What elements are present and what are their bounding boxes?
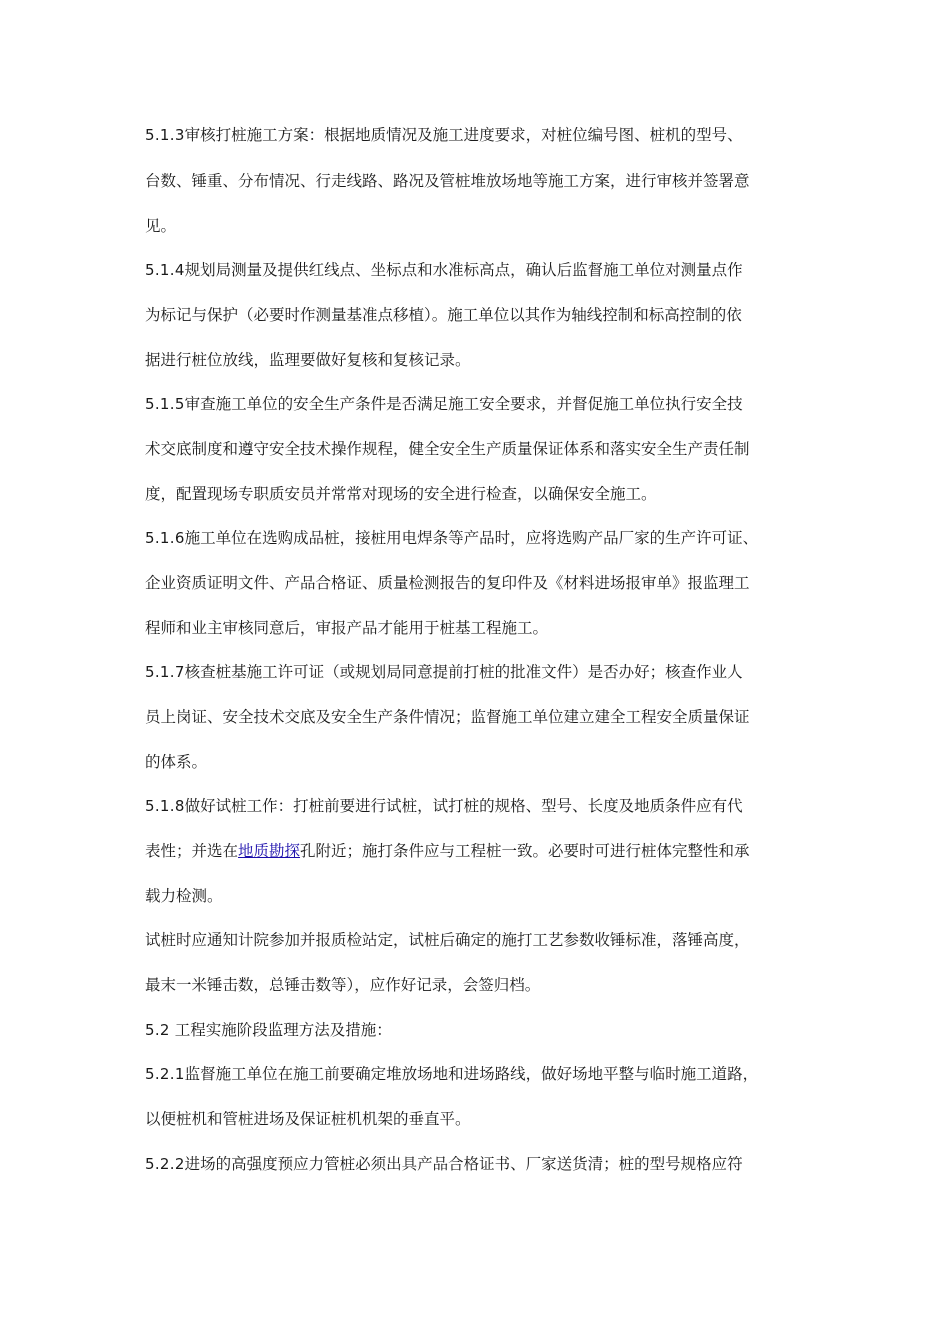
body-text: 度，配置现场专职质安员并常常对现场的安全进行检查，以确保安全施工。 bbox=[145, 485, 657, 503]
body-text: 工程实施阶段监理方法及措施： bbox=[174, 1021, 392, 1039]
body-text: 核查桩基施工许可证（或规划局同意提前打桩的批准文件）是否办好；核查作业人 bbox=[184, 663, 743, 681]
paragraph-5-1-7-line-1 bbox=[145, 662, 743, 682]
body-text: 的体系。 bbox=[145, 753, 208, 771]
body-text: 监督施工单位在施工前要确定堆放场地和进场路线，做好场地平整与临时施工道路， bbox=[184, 1065, 759, 1083]
body-text: 审查施工单位的安全生产条件是否满足施工安全要求，并督促施工单位执行安全技 bbox=[184, 395, 743, 413]
body-text: 见。 bbox=[145, 217, 177, 235]
section-5-2-heading bbox=[145, 1020, 392, 1040]
paragraph-5-1-3-line-1 bbox=[145, 125, 743, 145]
section-number: 5.2 bbox=[145, 1021, 170, 1039]
body-text: 最末一米锤击数，总锤击数等），应作好记录，会签归档。 bbox=[145, 976, 541, 994]
paragraph-5-1-5-line-1 bbox=[145, 394, 743, 414]
paragraph-5-1-6-line-2 bbox=[145, 573, 750, 593]
body-text: 表性；并选在 bbox=[145, 842, 239, 860]
paragraph-5-2-2-line-1 bbox=[145, 1154, 743, 1174]
body-text: 进场的高强度预应力管桩必须出具产品合格证书、厂家送货清；桩的型号规格应符 bbox=[184, 1155, 743, 1173]
body-text: 孔附近；施打条件应与工程桩一致。必要时可进行桩体完整性和承 bbox=[300, 842, 750, 860]
paragraph-5-1-4-line-3 bbox=[145, 350, 471, 370]
paragraph-5-1-4-line-2 bbox=[145, 305, 742, 325]
paragraph-5-1-3-line-3 bbox=[145, 216, 176, 236]
section-number: 5.1.4 bbox=[145, 261, 185, 279]
section-number: 5.2.2 bbox=[145, 1155, 185, 1173]
section-number: 5.1.5 bbox=[145, 395, 185, 413]
body-text: 做好试桩工作：打桩前要进行试桩，试打桩的规格、型号、长度及地质条件应有代 bbox=[184, 797, 743, 815]
paragraph-5-2-1-line-1 bbox=[145, 1064, 758, 1084]
geological-survey-link[interactable]: 地质勘探 bbox=[238, 842, 301, 860]
body-text: 载力检测。 bbox=[145, 887, 223, 905]
body-text: 据进行桩位放线，监理要做好复核和复核记录。 bbox=[145, 351, 471, 369]
paragraph-5-1-3-line-2 bbox=[145, 171, 750, 191]
section-number: 5.1.6 bbox=[145, 529, 185, 547]
body-text: 以便桩机和管桩进场及保证桩机机架的垂直平。 bbox=[145, 1110, 471, 1128]
paragraph-5-1-6-line-3 bbox=[145, 618, 548, 638]
body-text: 规划局测量及提供红线点、坐标点和水准标高点，确认后监督施工单位对测量点作 bbox=[184, 261, 743, 279]
section-number: 5.2.1 bbox=[145, 1065, 185, 1083]
body-text: 试桩时应通知计院参加并报质检站定，试桩后确定的施打工艺参数收锤标准，落锤高度， bbox=[145, 931, 750, 949]
section-number: 5.1.7 bbox=[145, 663, 185, 681]
paragraph-5-1-4-line-1 bbox=[145, 260, 743, 280]
paragraph-5-1-7-line-2 bbox=[145, 707, 750, 727]
paragraph-5-1-8-line-2 bbox=[145, 841, 750, 861]
body-text: 台数、锤重、分布情况、行走线路、路况及管桩堆放场地等施工方案，进行审核并签署意 bbox=[145, 172, 750, 190]
section-number: 5.1.8 bbox=[145, 797, 185, 815]
body-text: 员上岗证、安全技术交底及安全生产条件情况；监督施工单位建立建全工程安全质量保证 bbox=[145, 708, 750, 726]
paragraph-test-pile-line-1 bbox=[145, 930, 750, 950]
paragraph-5-1-5-line-3 bbox=[145, 484, 657, 504]
body-text: 施工单位在选购成品桩，接桩用电焊条等产品时，应将选购产品厂家的生产许可证、 bbox=[184, 529, 759, 547]
paragraph-5-1-8-line-3 bbox=[145, 886, 223, 906]
paragraph-5-1-5-line-2 bbox=[145, 439, 750, 459]
paragraph-5-2-1-line-2 bbox=[145, 1109, 471, 1129]
body-text: 企业资质证明文件、产品合格证、质量检测报告的复印件及《材料进场报审单》报监理工 bbox=[145, 574, 750, 592]
paragraph-5-1-7-line-3 bbox=[145, 752, 207, 772]
body-text: 程师和业主审核同意后，审报产品才能用于桩基工程施工。 bbox=[145, 619, 549, 637]
body-text: 为标记与保护（必要时作测量基准点移植）。施工单位以其作为轴线控制和标高控制的依 bbox=[145, 306, 742, 324]
section-number: 5.1.3 bbox=[145, 126, 185, 144]
paragraph-5-1-6-line-1 bbox=[145, 528, 758, 548]
body-text: 术交底制度和遵守安全技术操作规程，健全安全生产质量保证体系和落实安全生产责任制 bbox=[145, 440, 750, 458]
paragraph-5-1-8-line-1 bbox=[145, 796, 743, 816]
paragraph-test-pile-line-2 bbox=[145, 975, 540, 995]
body-text: 审核打桩施工方案：根据地质情况及施工进度要求，对桩位编号图、桩机的型号、 bbox=[184, 126, 743, 144]
